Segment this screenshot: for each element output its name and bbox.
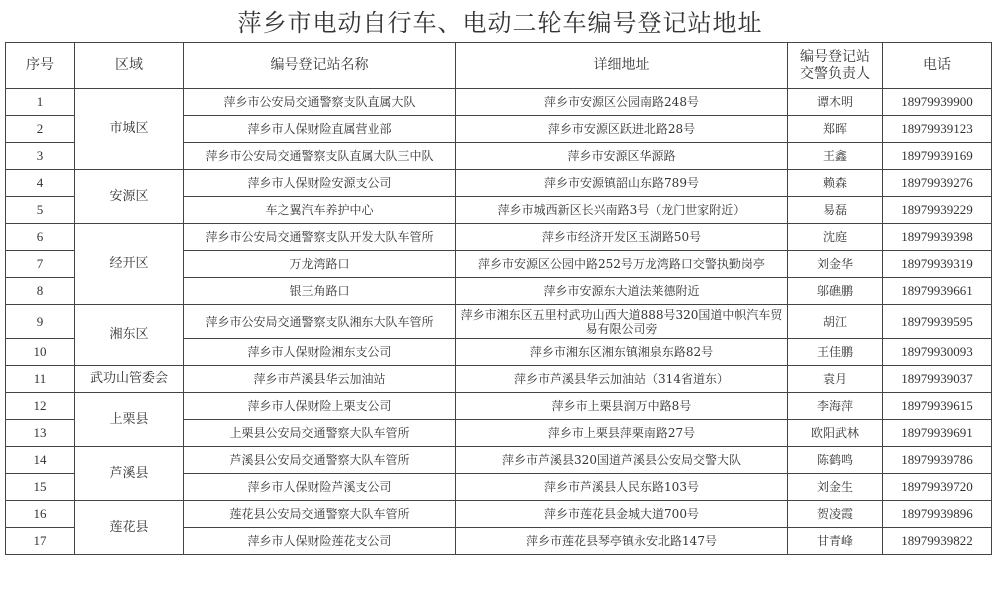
- phone-number: 18979939615: [883, 393, 992, 420]
- region-cell: 芦溪县: [75, 447, 184, 501]
- station-name: 萍乡市人保财险芦溪支公司: [184, 474, 456, 501]
- station-address: 萍乡市上栗县萍栗南路27号: [456, 420, 788, 447]
- header-region: 区域: [75, 43, 184, 89]
- row-index: 15: [6, 474, 75, 501]
- station-name: 萍乡市公安局交通警察支队直属大队三中队: [184, 143, 456, 170]
- station-address: 萍乡市芦溪县华云加油站（314省道东）: [456, 366, 788, 393]
- officer-name: 欧阳武林: [788, 420, 883, 447]
- region-cell: 经开区: [75, 224, 184, 305]
- station-name: 芦溪县公安局交通警察大队车管所: [184, 447, 456, 474]
- station-name: 萍乡市公安局交通警察支队直属大队: [184, 89, 456, 116]
- region-cell: 莲花县: [75, 501, 184, 555]
- header-index: 序号: [6, 43, 75, 89]
- officer-name: 甘青峰: [788, 528, 883, 555]
- officer-name: 王佳鹏: [788, 339, 883, 366]
- station-address: 萍乡市安源东大道法莱德附近: [456, 278, 788, 305]
- phone-number: 18979939037: [883, 366, 992, 393]
- station-name: 萍乡市芦溪县华云加油站: [184, 366, 456, 393]
- table-row: [6, 447, 992, 474]
- officer-name: 陈鹤鸣: [788, 447, 883, 474]
- row-index: 17: [6, 528, 75, 555]
- officer-name: 李海萍: [788, 393, 883, 420]
- officer-name: 邬礁鹏: [788, 278, 883, 305]
- table-row: [6, 366, 992, 393]
- station-address: 萍乡市芦溪县320国道芦溪县公安局交警大队: [456, 447, 788, 474]
- row-index: 8: [6, 278, 75, 305]
- officer-name: 王鑫: [788, 143, 883, 170]
- row-index: 9: [6, 305, 75, 339]
- station-name: 萍乡市公安局交通警察支队开发大队车管所: [184, 224, 456, 251]
- phone-number: 18979939661: [883, 278, 992, 305]
- region-cell: 上栗县: [75, 393, 184, 447]
- station-name: 车之翼汽车养护中心: [184, 197, 456, 224]
- row-index: 11: [6, 366, 75, 393]
- station-name: 银三角路口: [184, 278, 456, 305]
- station-name: 萍乡市人保财险莲花支公司: [184, 528, 456, 555]
- station-address: 萍乡市湘东区五里村武功山西大道888号320国道中帜汽车贸易有限公司旁: [456, 305, 788, 339]
- row-index: 1: [6, 89, 75, 116]
- row-index: 16: [6, 501, 75, 528]
- phone-number: 18979939595: [883, 305, 992, 339]
- region-cell: 市城区: [75, 89, 184, 170]
- station-address: 萍乡市湘东区湘东镇湘泉东路82号: [456, 339, 788, 366]
- station-name: 萍乡市公安局交通警察支队湘东大队车管所: [184, 305, 456, 339]
- registration-station-table: [5, 42, 992, 555]
- table-row: [6, 305, 992, 339]
- table-row: [6, 393, 992, 420]
- row-index: 4: [6, 170, 75, 197]
- station-name: 萍乡市人保财险湘东支公司: [184, 339, 456, 366]
- station-address: 萍乡市上栗县润万中路8号: [456, 393, 788, 420]
- table-row: [6, 89, 992, 116]
- phone-number: 18979939169: [883, 143, 992, 170]
- header-officer: 编号登记站交警负责人: [788, 43, 883, 89]
- row-index: 14: [6, 447, 75, 474]
- officer-name: 袁月: [788, 366, 883, 393]
- station-address: 萍乡市城西新区长兴南路3号（龙门世家附近）: [456, 197, 788, 224]
- header-address: 详细地址: [456, 43, 788, 89]
- phone-number: 18979939900: [883, 89, 992, 116]
- region-cell: 湘东区: [75, 305, 184, 366]
- phone-number: 18979939691: [883, 420, 992, 447]
- station-address: 萍乡市莲花县琴亭镇永安北路147号: [456, 528, 788, 555]
- region-cell: 武功山管委会: [75, 366, 184, 393]
- station-address: 萍乡市安源区跃进北路28号: [456, 116, 788, 143]
- station-name: 莲花县公安局交通警察大队车管所: [184, 501, 456, 528]
- station-address: 萍乡市安源区公园中路252号万龙湾路口交警执勤岗亭: [456, 251, 788, 278]
- officer-name: 易磊: [788, 197, 883, 224]
- table-row: [6, 501, 992, 528]
- region-cell: 安源区: [75, 170, 184, 224]
- header-station: 编号登记站名称: [184, 43, 456, 89]
- phone-number: 18979939319: [883, 251, 992, 278]
- station-name: 萍乡市人保财险直属营业部: [184, 116, 456, 143]
- phone-number: 18979939822: [883, 528, 992, 555]
- station-name: 万龙湾路口: [184, 251, 456, 278]
- officer-name: 郑晖: [788, 116, 883, 143]
- table-row: [6, 224, 992, 251]
- phone-number: 18979939123: [883, 116, 992, 143]
- station-address: 萍乡市安源区公园南路248号: [456, 89, 788, 116]
- station-name: 上栗县公安局交通警察大队车管所: [184, 420, 456, 447]
- row-index: 3: [6, 143, 75, 170]
- phone-number: 18979939720: [883, 474, 992, 501]
- officer-name: 谭木明: [788, 89, 883, 116]
- station-address: 萍乡市经济开发区玉湖路50号: [456, 224, 788, 251]
- station-name: 萍乡市人保财险安源支公司: [184, 170, 456, 197]
- station-address: 萍乡市安源区华源路: [456, 143, 788, 170]
- officer-name: 刘金华: [788, 251, 883, 278]
- officer-name: 刘金生: [788, 474, 883, 501]
- phone-number: 18979939398: [883, 224, 992, 251]
- header-phone: 电话: [883, 43, 992, 89]
- officer-name: 赖森: [788, 170, 883, 197]
- row-index: 5: [6, 197, 75, 224]
- row-index: 2: [6, 116, 75, 143]
- row-index: 6: [6, 224, 75, 251]
- row-index: 10: [6, 339, 75, 366]
- station-address: 萍乡市芦溪县人民东路103号: [456, 474, 788, 501]
- station-name: 萍乡市人保财险上栗支公司: [184, 393, 456, 420]
- officer-name: 沈庭: [788, 224, 883, 251]
- table-header-row: [6, 43, 992, 89]
- row-index: 12: [6, 393, 75, 420]
- row-index: 7: [6, 251, 75, 278]
- officer-name: 贺凌霞: [788, 501, 883, 528]
- table-row: [6, 170, 992, 197]
- officer-name: 胡江: [788, 305, 883, 339]
- phone-number: 18979939896: [883, 501, 992, 528]
- station-address: 萍乡市莲花县金城大道700号: [456, 501, 788, 528]
- phone-number: 18979939786: [883, 447, 992, 474]
- page-title: 萍乡市电动自行车、电动二轮车编号登记站地址: [237, 9, 763, 37]
- phone-number: 18979930093: [883, 339, 992, 366]
- phone-number: 18979939276: [883, 170, 992, 197]
- phone-number: 18979939229: [883, 197, 992, 224]
- row-index: 13: [6, 420, 75, 447]
- station-address: 萍乡市安源镇韶山东路789号: [456, 170, 788, 197]
